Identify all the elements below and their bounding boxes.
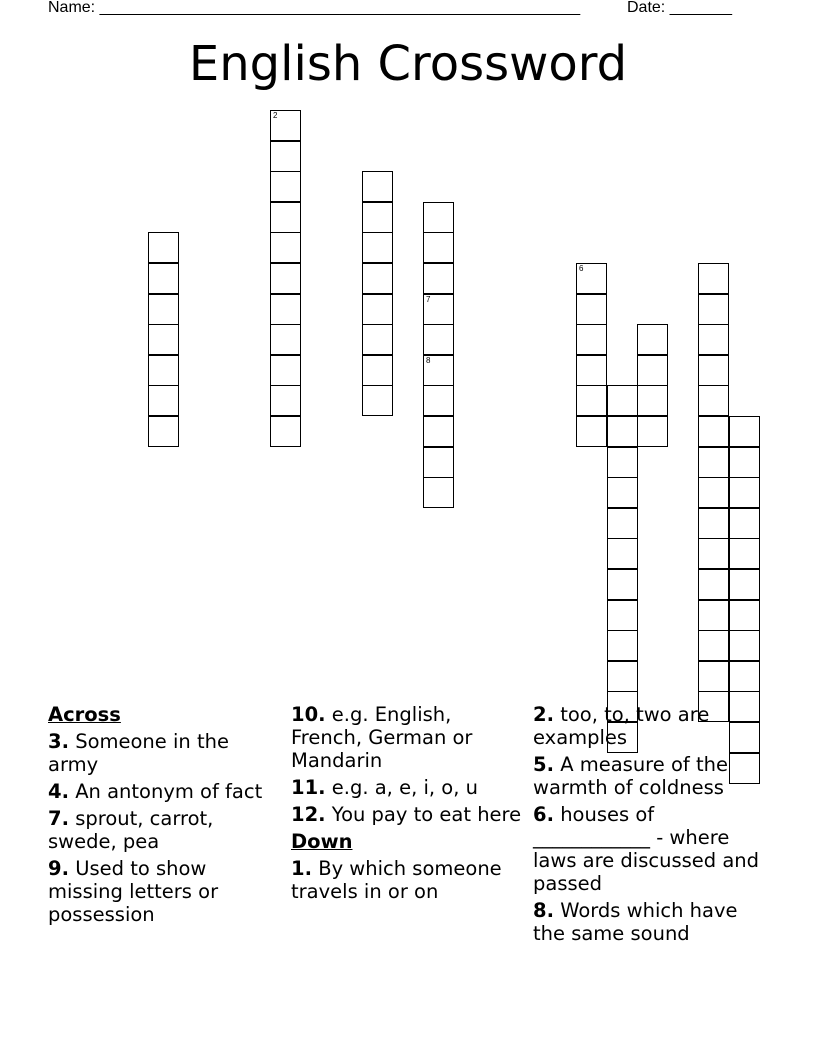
clue-text: You pay to eat here — [331, 803, 522, 826]
crossword-cell[interactable] — [729, 477, 760, 508]
crossword-cell[interactable] — [270, 171, 301, 202]
clue-number-label: 8 — [426, 355, 431, 365]
clue-text: A measure of the warmth of coldness — [533, 753, 728, 799]
down-clue-5 — [533, 753, 765, 799]
crossword-cell[interactable] — [362, 385, 393, 416]
clue-number-label: 2 — [273, 111, 278, 120]
crossword-cell[interactable] — [698, 477, 729, 508]
crossword-cell[interactable] — [698, 263, 729, 294]
crossword-cell[interactable] — [362, 294, 393, 325]
crossword-cell[interactable] — [270, 294, 301, 325]
crossword-cell[interactable] — [576, 263, 607, 294]
crossword-cell[interactable] — [148, 385, 179, 416]
clue-number: 10. — [291, 703, 326, 726]
crossword-cell[interactable] — [698, 600, 729, 631]
down-clue-1 — [291, 857, 523, 903]
crossword-cell[interactable] — [698, 324, 729, 355]
crossword-cell[interactable] — [729, 447, 760, 478]
clue-text: Used to show missing letters or possession — [48, 857, 219, 926]
clue-number: 9. — [48, 857, 69, 880]
clue-number-label: 6 — [579, 264, 584, 273]
crossword-cell[interactable] — [698, 630, 729, 661]
across-clue-12 — [291, 803, 523, 826]
clue-number: 2. — [533, 703, 554, 726]
crossword-cell[interactable] — [607, 538, 638, 569]
across-clue-7 — [48, 807, 280, 853]
clue-number: 4. — [48, 780, 69, 803]
crossword-cell[interactable] — [698, 569, 729, 600]
clue-number: 1. — [291, 857, 312, 880]
crossword-cell[interactable] — [698, 508, 729, 539]
crossword-cell[interactable] — [148, 416, 179, 447]
clue-text: e.g. a, e, i, o, u — [331, 776, 478, 799]
crossword-cell[interactable] — [362, 263, 393, 294]
crossword-cell[interactable] — [607, 630, 638, 661]
crossword-cell[interactable] — [729, 661, 760, 692]
across-clue-4 — [48, 780, 280, 803]
crossword-cell[interactable] — [362, 202, 393, 233]
crossword-cell[interactable] — [729, 538, 760, 569]
crossword-cell[interactable] — [607, 569, 638, 600]
clue-text: e.g. English, French, German or Mandarin — [291, 703, 473, 772]
crossword-cell[interactable] — [698, 355, 729, 386]
clue-text: An antonym of fact — [75, 780, 263, 803]
across-clue-10 — [291, 703, 523, 772]
clue-column-3 — [533, 703, 765, 949]
crossword-cell[interactable] — [698, 385, 729, 416]
across-clue-3 — [48, 730, 280, 776]
crossword-cell[interactable] — [576, 416, 607, 447]
crossword-cell[interactable] — [270, 110, 301, 141]
down-clue-8 — [533, 899, 765, 945]
crossword-cell[interactable] — [270, 141, 301, 172]
clue-number: 7. — [48, 807, 69, 830]
crossword-cell[interactable] — [362, 171, 393, 202]
crossword-cell[interactable] — [576, 355, 607, 386]
clue-number: 3. — [48, 730, 69, 753]
date-line: Date: _______ — [627, 0, 732, 16]
crossword-cell[interactable] — [423, 477, 454, 508]
crossword-cell[interactable] — [270, 263, 301, 294]
crossword-cell[interactable] — [148, 355, 179, 386]
crossword-cell[interactable] — [698, 294, 729, 325]
across-clue-9 — [48, 857, 280, 926]
crossword-cell[interactable] — [270, 232, 301, 263]
crossword-cell[interactable] — [607, 477, 638, 508]
clue-text: sprout, carrot, swede, pea — [48, 807, 214, 853]
crossword-cell[interactable] — [148, 294, 179, 325]
down-heading: Down — [291, 830, 353, 853]
crossword-cell[interactable] — [729, 569, 760, 600]
page-title: English Crossword — [188, 36, 628, 92]
crossword-cell[interactable] — [423, 447, 454, 478]
crossword-cell[interactable] — [148, 232, 179, 263]
name-line: Name: ______________________________________________________ — [48, 0, 581, 16]
crossword-cell[interactable] — [423, 385, 454, 416]
clue-number: 5. — [533, 753, 554, 776]
crossword-cell[interactable] — [729, 630, 760, 661]
crossword-cell[interactable] — [423, 416, 454, 447]
crossword-cell[interactable] — [729, 416, 760, 447]
crossword-cell[interactable] — [148, 324, 179, 355]
across-clue-11 — [291, 776, 523, 799]
crossword-cell[interactable] — [362, 324, 393, 355]
clue-text: Words which have the same sound — [533, 899, 738, 945]
crossword-cell[interactable] — [270, 202, 301, 233]
crossword-cell[interactable] — [637, 355, 668, 386]
crossword-cell[interactable] — [698, 416, 729, 447]
clue-number: 12. — [291, 803, 326, 826]
across-heading: Across — [48, 703, 121, 726]
crossword-cell[interactable] — [637, 324, 668, 355]
clue-text: houses of ____________ - where laws are discussed and passed — [533, 803, 760, 895]
crossword-cell[interactable] — [576, 324, 607, 355]
crossword-cell[interactable] — [362, 355, 393, 386]
crossword-cell[interactable] — [607, 416, 638, 447]
crossword-cell[interactable] — [576, 385, 607, 416]
crossword-cell[interactable] — [607, 508, 638, 539]
crossword-cell[interactable] — [698, 447, 729, 478]
crossword-cell[interactable] — [698, 538, 729, 569]
down-clue-6 — [533, 803, 765, 895]
crossword-cell[interactable] — [607, 661, 638, 692]
crossword-cell[interactable] — [607, 385, 638, 416]
crossword-cell[interactable] — [362, 232, 393, 263]
crossword-cell[interactable] — [423, 232, 454, 263]
crossword-cell[interactable] — [270, 324, 301, 355]
crossword-cell[interactable] — [148, 263, 179, 294]
crossword-cell[interactable] — [637, 385, 668, 416]
down-clue-2 — [533, 703, 765, 749]
crossword-cell[interactable] — [607, 447, 638, 478]
crossword-cell[interactable] — [637, 416, 668, 447]
clue-column-2 — [291, 703, 523, 907]
clue-number: 11. — [291, 776, 326, 799]
clue-number-label: 7 — [426, 294, 431, 304]
clue-column-1 — [48, 703, 280, 930]
crossword-cell[interactable] — [423, 263, 454, 294]
crossword-cell[interactable] — [729, 508, 760, 539]
crossword-cell[interactable] — [270, 385, 301, 416]
crossword-cell[interactable] — [270, 355, 301, 386]
clue-number: 6. — [533, 803, 554, 826]
crossword-cell[interactable] — [270, 416, 301, 447]
crossword-cell[interactable] — [423, 324, 454, 355]
crossword-cell[interactable] — [698, 661, 729, 692]
crossword-cell[interactable] — [607, 600, 638, 631]
clue-text: too, to, two are examples — [533, 703, 710, 749]
crossword-cell[interactable] — [729, 600, 760, 631]
crossword-cell[interactable] — [423, 294, 454, 325]
clue-text: By which someone travels in or on — [291, 857, 502, 903]
crossword-cell[interactable] — [576, 294, 607, 325]
crossword-cell[interactable] — [423, 355, 454, 386]
clue-number: 8. — [533, 899, 554, 922]
clue-text: Someone in the army — [48, 730, 229, 776]
crossword-cell[interactable] — [423, 202, 454, 233]
